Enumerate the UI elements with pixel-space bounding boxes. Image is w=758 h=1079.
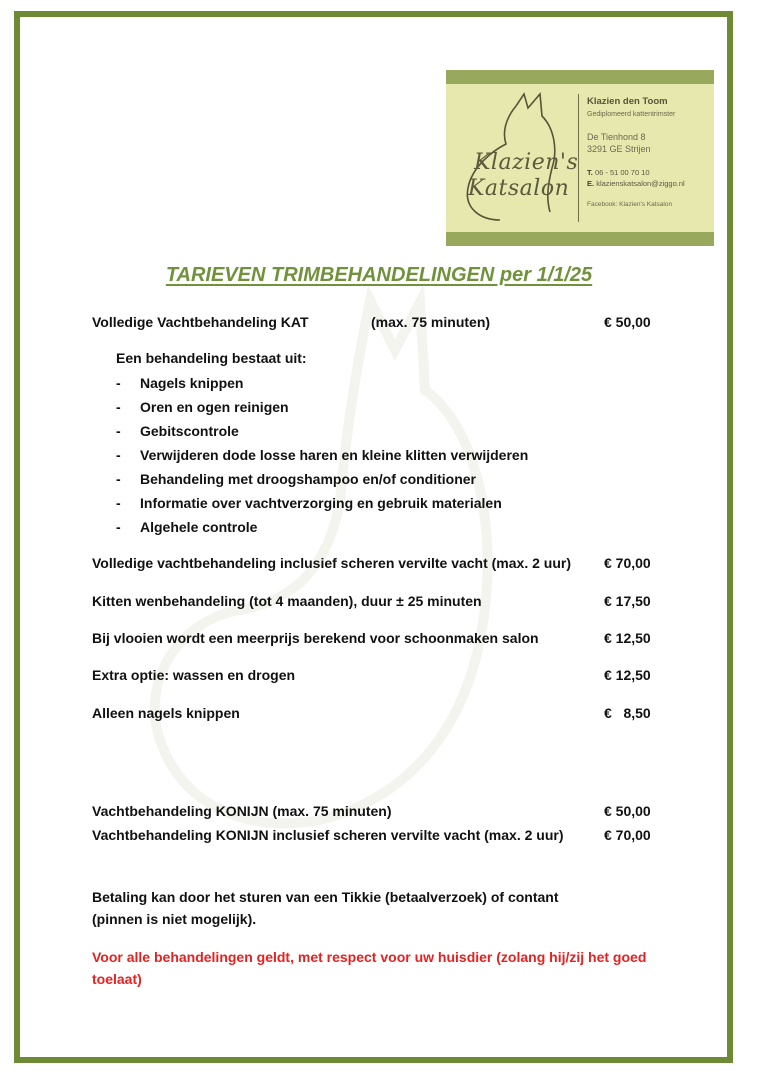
- list-item: - Verwijderen dode losse haren en kleine klitten verwijderen: [116, 447, 529, 463]
- email-address: klazienskatsalon@ziggo.nl: [596, 179, 685, 188]
- address: [587, 131, 711, 155]
- list-item: - Behandeling met droogshampoo en/of conditioner: [116, 471, 477, 487]
- includes-heading: Een behandeling bestaat uit:: [116, 350, 307, 366]
- service-label: Volledige Vachtbehandeling KAT: [92, 314, 309, 330]
- phone-label: T.: [587, 168, 593, 177]
- service-price: € 17,50: [604, 593, 651, 609]
- respect-note: [92, 946, 692, 990]
- list-item-text: Verwijderen dode losse haren en kleine klitten verwijderen: [140, 447, 529, 463]
- owner-name: Klazien den Toom: [587, 96, 668, 107]
- payment-line1: Betaling kan door het sturen van een Tikkie (betaalverzoek) of contant: [92, 889, 559, 905]
- service-label: Kitten wenbehandeling (tot 4 maanden), duur ± 25 minuten: [92, 593, 482, 609]
- note-line2: toelaat): [92, 971, 142, 987]
- card-divider: [578, 94, 579, 222]
- phone-number: 06 - 51 00 70 10: [594, 168, 650, 177]
- list-item: - Oren en ogen reinigen: [116, 399, 289, 415]
- email-row: [587, 178, 711, 189]
- contact: [587, 167, 711, 189]
- service-price: € 70,00: [604, 827, 651, 843]
- service-duration: (max. 75 minuten): [371, 314, 491, 330]
- service-label: Bij vlooien wordt een meerprijs berekend voor schoonmaken salon: [92, 630, 539, 646]
- payment-line2: (pinnen is niet mogelijk).: [92, 911, 257, 927]
- card-info: [587, 96, 711, 208]
- service-price: € 12,50: [604, 630, 651, 646]
- list-item: - Informatie over vachtverzorging en gebruik materialen: [116, 495, 502, 511]
- list-item-text: Oren en ogen reinigen: [140, 399, 289, 415]
- page-title: TARIEVEN TRIMBEHANDELINGEN per 1/1/25: [165, 264, 593, 286]
- list-item-text: Informatie over vachtverzorging en gebruik materialen: [140, 495, 502, 511]
- logo-text-line2: Katsalon: [468, 176, 570, 201]
- address-line2: 3291 GE Strijen: [587, 144, 651, 154]
- list-item-text: Behandeling met droogshampoo en/of conditioner: [140, 471, 477, 487]
- service-label: Volledige vachtbehandeling inclusief scheren vervilte vacht (max. 2 uur): [92, 555, 572, 571]
- card-band-bottom: [446, 232, 714, 246]
- service-price: € 8,50: [604, 705, 651, 721]
- includes-list: [116, 374, 528, 542]
- list-item: - Gebitscontrole: [116, 423, 239, 439]
- facebook-text: Facebook: Klazien's Katsalon: [587, 201, 673, 208]
- service-price: € 50,00: [604, 803, 651, 819]
- service-price: € 70,00: [604, 555, 651, 571]
- business-card: [446, 70, 714, 246]
- email-label: E.: [587, 179, 595, 188]
- list-item-text: Algehele controle: [140, 519, 258, 535]
- list-item: - Nagels knippen: [116, 375, 244, 391]
- service-label: Vachtbehandeling KONIJN (max. 75 minuten): [92, 803, 392, 819]
- service-label: Alleen nagels knippen: [92, 705, 240, 721]
- phone-row: [587, 167, 711, 178]
- service-price: € 12,50: [604, 667, 651, 683]
- card-band-top: [446, 70, 714, 84]
- owner-title: Gediplomeerd kattentrimster: [587, 111, 676, 118]
- list-item-text: Nagels knippen: [140, 375, 244, 391]
- note-line1: Voor alle behandelingen geldt, met respect voor uw huisdier (zolang hij/zij het goed: [92, 949, 647, 965]
- address-line1: De Tienhond 8: [587, 132, 646, 142]
- service-label: Extra optie: wassen en drogen: [92, 667, 296, 683]
- list-item: - Algehele controle: [116, 519, 258, 535]
- service-price: € 50,00: [604, 314, 651, 330]
- service-label: Vachtbehandeling KONIJN inclusief scheren vervilte vacht (max. 2 uur): [92, 827, 564, 843]
- logo-text-line1: Klazien's: [474, 150, 579, 175]
- list-item-text: Gebitscontrole: [140, 423, 239, 439]
- payment-info: [92, 886, 692, 930]
